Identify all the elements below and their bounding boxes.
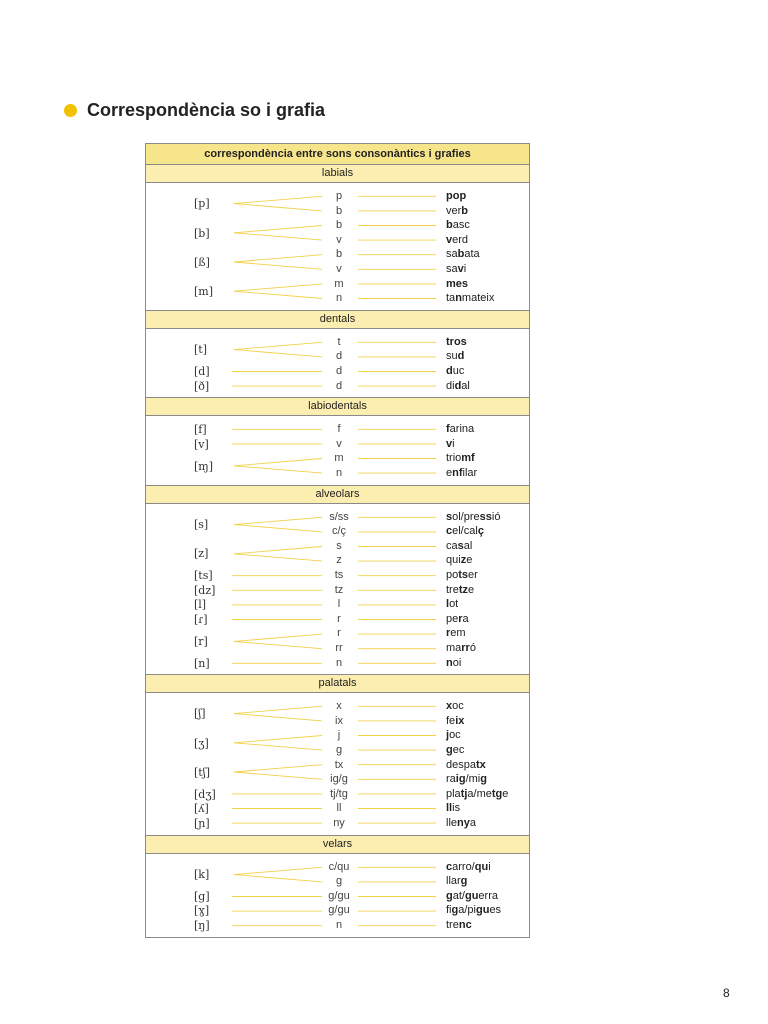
grafia-cell: n <box>335 918 343 931</box>
example-highlight: gu <box>475 904 490 917</box>
example-word <box>446 510 500 525</box>
example-highlight: ç <box>477 525 484 538</box>
example-text: oc <box>452 700 464 713</box>
example-highlight: g <box>480 773 487 786</box>
example-word <box>446 889 498 904</box>
bullet-icon <box>64 104 77 117</box>
grafia-cell: ll <box>336 802 342 815</box>
example-text: arina <box>449 423 475 436</box>
section-header-velars: velars <box>146 836 529 854</box>
example-text: es <box>489 904 502 917</box>
example-word <box>446 699 464 714</box>
sound-label: [ɱ] <box>194 459 214 473</box>
example-text: mateix <box>461 292 495 305</box>
example-highlight: ll <box>446 802 453 815</box>
example-text: is <box>452 802 461 815</box>
grafia-cell: rr <box>335 641 343 654</box>
sound-label: [d] <box>194 364 210 378</box>
example-text: e <box>466 554 473 567</box>
example-highlight: qu <box>474 860 489 873</box>
example-word <box>446 277 468 292</box>
sound-label: [ŋ] <box>194 918 210 932</box>
grafia-cell: v <box>336 437 342 450</box>
grafia-cell: n <box>335 656 343 669</box>
example-highlight: s <box>446 510 453 523</box>
example-highlight: g <box>451 904 459 917</box>
example-text: fi <box>446 904 452 917</box>
example-text: el/cal <box>452 525 478 538</box>
grafia-cell: c/ç <box>331 525 347 538</box>
grafia-cell: ny <box>333 816 345 829</box>
example-highlight: v <box>446 233 453 246</box>
example-word <box>446 583 474 598</box>
grafia-cell: m <box>334 277 344 290</box>
grafia-cell: tj/tg <box>330 787 348 800</box>
example-text: trio <box>446 452 462 465</box>
example-word <box>446 379 470 394</box>
grafia-cell: n <box>335 292 343 305</box>
example-text: erd <box>452 233 469 246</box>
example-highlight: rr <box>461 641 470 654</box>
example-text: ca <box>446 539 458 552</box>
example-highlight: b <box>461 204 469 217</box>
example-text: i <box>488 860 491 873</box>
sound-label: [t] <box>194 343 208 357</box>
example-text: e <box>446 466 453 479</box>
example-word <box>446 816 476 831</box>
grafia-cell: ts <box>334 568 344 581</box>
example-word <box>446 568 478 583</box>
example-word <box>446 758 486 773</box>
example-word <box>446 656 461 671</box>
grafia-cell: g <box>335 875 343 888</box>
example-word <box>446 335 467 350</box>
grafia-cell: d <box>335 350 343 363</box>
sound-label: [z] <box>194 547 209 561</box>
example-text: su <box>446 350 458 363</box>
example-highlight: d <box>457 350 465 363</box>
example-text: al <box>461 379 470 392</box>
example-text: tre <box>446 583 459 596</box>
grafia-cell: b <box>335 219 343 232</box>
sound-label: [ɾ] <box>194 612 208 626</box>
section-body-alveolars <box>146 504 529 676</box>
example-text: i <box>452 437 455 450</box>
grafia-cell: g/gu <box>328 889 350 902</box>
example-text: ó <box>469 641 476 654</box>
grafia-cell: p <box>335 190 343 202</box>
sound-label: [g] <box>194 889 210 903</box>
example-text: er <box>468 568 478 581</box>
grafia-cell: ix <box>335 714 343 727</box>
example-word <box>446 874 467 889</box>
sound-label: [ts] <box>194 568 213 582</box>
example-word <box>446 364 464 379</box>
example-text: a <box>462 612 469 625</box>
example-text: ra <box>446 773 456 786</box>
example-text: tre <box>446 918 459 931</box>
grafia-cell: g <box>335 743 343 756</box>
example-highlight: l <box>446 598 450 611</box>
correspondence-table <box>145 143 530 938</box>
example-word <box>446 860 491 875</box>
example-text: ta <box>446 292 456 305</box>
sound-label: [dz] <box>194 583 216 597</box>
sound-label: [p] <box>194 197 210 211</box>
example-word <box>446 918 472 933</box>
section-header-labiodentals: labiodentals <box>146 398 529 416</box>
section-body-dentals <box>146 329 529 398</box>
example-highlight: ig <box>455 773 466 786</box>
sound-label: [f] <box>194 423 207 437</box>
sound-label: [v] <box>194 437 209 451</box>
grafia-cell: m <box>334 452 344 465</box>
example-word <box>446 422 474 437</box>
sound-label: [ʒ] <box>194 736 209 750</box>
page-number: 8 <box>723 986 730 1000</box>
example-highlight: tj <box>460 787 468 800</box>
example-highlight: ix <box>455 714 465 727</box>
example-word <box>446 612 469 627</box>
example-highlight: nc <box>458 918 472 931</box>
example-text: ata <box>464 248 480 261</box>
example-text: arro/ <box>452 860 475 873</box>
example-word <box>446 903 501 918</box>
example-text: despa <box>446 758 476 771</box>
sound-label: [ð] <box>194 379 210 393</box>
example-highlight: c <box>446 860 453 873</box>
example-highlight: s <box>457 539 464 552</box>
example-text: po <box>446 568 459 581</box>
grafia-cell: r <box>337 627 341 640</box>
grafia-cell: d <box>335 379 343 392</box>
grafia-cell: s <box>336 539 342 552</box>
example-text: ma <box>446 641 462 654</box>
grafia-cell: n <box>335 466 343 479</box>
example-highlight: ts <box>458 568 469 581</box>
example-highlight: nf <box>452 466 463 479</box>
example-text: uc <box>452 364 465 377</box>
example-word <box>446 349 464 364</box>
example-text: a/me <box>467 787 492 800</box>
sound-label: [ɣ] <box>194 904 210 918</box>
sound-label: [ɲ] <box>194 816 210 830</box>
example-word <box>446 597 458 612</box>
example-highlight: r <box>446 627 451 640</box>
sound-label: [ß] <box>194 255 210 269</box>
example-text: qui <box>446 554 461 567</box>
example-highlight: n <box>455 292 462 305</box>
example-word <box>446 641 476 656</box>
example-text: erra <box>478 889 498 902</box>
example-highlight: mf <box>461 452 475 465</box>
example-word <box>446 262 466 277</box>
example-highlight: tz <box>458 583 469 596</box>
example-text: llar <box>446 875 461 888</box>
example-highlight: gu <box>464 889 479 902</box>
example-text: al <box>463 539 473 552</box>
sound-label: [r] <box>194 634 208 648</box>
example-word <box>446 801 460 816</box>
example-text: e <box>502 787 509 800</box>
sound-label: [k] <box>194 867 210 881</box>
grafia-cell: x <box>336 700 342 713</box>
example-highlight: f <box>446 423 450 436</box>
grafia-cell: d <box>335 364 343 377</box>
example-text: a <box>469 816 476 829</box>
example-text: ol/pre <box>452 510 480 523</box>
example-word <box>446 553 472 568</box>
example-highlight: tx <box>475 758 486 771</box>
sound-label: [dʒ] <box>194 787 216 801</box>
example-highlight: ny <box>457 816 470 829</box>
grafia-cell: b <box>335 248 343 261</box>
sound-label: [ʎ] <box>194 802 209 816</box>
example-highlight: ss <box>479 510 492 523</box>
grafia-cell: z <box>336 554 342 567</box>
example-text: asc <box>452 219 470 232</box>
example-word <box>446 626 466 641</box>
example-word <box>446 728 461 743</box>
example-text: pe <box>446 612 459 625</box>
section-header-alveolars: alveolars <box>146 486 529 504</box>
example-highlight: c <box>446 525 453 538</box>
section-body-velars <box>146 854 529 937</box>
example-highlight: z <box>460 554 467 567</box>
example-word <box>446 772 487 787</box>
example-highlight: v <box>457 263 464 275</box>
grafia-cell: v <box>336 263 342 275</box>
example-word <box>446 743 464 758</box>
grafia-cell: ig/g <box>330 773 348 786</box>
section-header-palatals: palatals <box>146 675 529 693</box>
grafia-cell: r <box>337 612 341 625</box>
example-highlight: r <box>458 612 463 625</box>
example-word <box>446 437 455 452</box>
example-highlight: tg <box>491 787 503 800</box>
grafia-cell: tz <box>334 583 344 596</box>
page-title <box>64 100 325 121</box>
section-body-palatals <box>146 693 529 835</box>
example-text: em <box>450 627 466 640</box>
example-highlight: x <box>446 700 453 713</box>
sound-label: [n] <box>194 656 210 670</box>
section-header-labials: labials <box>146 165 529 183</box>
example-word <box>446 524 484 539</box>
grafia-cell: s/ss <box>329 510 349 523</box>
example-highlight: tros <box>446 335 467 348</box>
example-text: sa <box>446 248 458 261</box>
example-word <box>446 291 494 306</box>
example-word <box>446 714 464 729</box>
example-text: oc <box>449 729 461 742</box>
example-text: ot <box>449 598 459 611</box>
example-text: lle <box>446 816 458 829</box>
grafia-cell: l <box>337 598 341 611</box>
example-highlight: g <box>460 875 468 888</box>
example-highlight: mes <box>446 277 469 290</box>
sound-label: [m] <box>194 284 214 298</box>
example-word <box>446 466 477 481</box>
example-text: e <box>468 583 475 596</box>
example-word <box>446 539 472 554</box>
example-text: fe <box>446 714 456 727</box>
grafia-cell: g/gu <box>328 904 350 917</box>
example-word <box>446 189 466 204</box>
grafia-cell: f <box>337 423 341 436</box>
example-word <box>446 204 468 219</box>
grafia-cell: j <box>337 729 341 742</box>
grafia-cell: v <box>336 233 342 246</box>
sound-label: [s] <box>194 517 209 531</box>
grafia-cell: t <box>337 335 341 348</box>
example-word <box>446 233 468 248</box>
example-text: ec <box>452 743 465 756</box>
example-highlight: v <box>446 437 453 450</box>
sound-label: [ʃ] <box>194 707 206 721</box>
grafia-cell: c/qu <box>328 860 350 873</box>
sound-label: [tʃ] <box>194 765 210 779</box>
example-highlight: pop <box>446 190 467 202</box>
example-highlight: g <box>446 889 453 902</box>
example-highlight: d <box>446 364 453 377</box>
example-text: pla <box>446 787 461 800</box>
table-caption: correspondència entre sons consonàntics i grafies <box>146 144 529 165</box>
section-body-labiodentals <box>146 416 529 485</box>
example-text: di <box>446 379 455 392</box>
example-word <box>446 247 480 262</box>
example-text: /mi <box>465 773 481 786</box>
example-text: ver <box>446 204 462 217</box>
section-body-labials <box>146 183 529 311</box>
example-word <box>446 218 470 233</box>
grafia-cell: b <box>335 204 343 217</box>
grafia-cell: tx <box>334 758 344 771</box>
example-highlight: b <box>446 219 453 232</box>
example-text: ió <box>491 510 501 523</box>
example-highlight: j <box>446 729 450 742</box>
example-word <box>446 787 508 802</box>
sound-label: [l] <box>194 598 207 612</box>
example-text: sa <box>446 263 458 275</box>
example-word <box>446 451 475 466</box>
example-highlight: n <box>446 656 453 669</box>
example-text: a/pi <box>458 904 476 917</box>
example-text: i <box>463 263 467 275</box>
example-highlight: d <box>454 379 462 392</box>
example-text: at/ <box>452 889 465 902</box>
section-header-dentals: dentals <box>146 311 529 329</box>
sound-label: [b] <box>194 226 210 240</box>
title-text: Correspondència so i grafia <box>87 100 326 120</box>
example-highlight: b <box>457 248 465 261</box>
example-text: ilar <box>462 466 478 479</box>
example-highlight: g <box>446 743 453 756</box>
example-text: oi <box>452 656 462 669</box>
